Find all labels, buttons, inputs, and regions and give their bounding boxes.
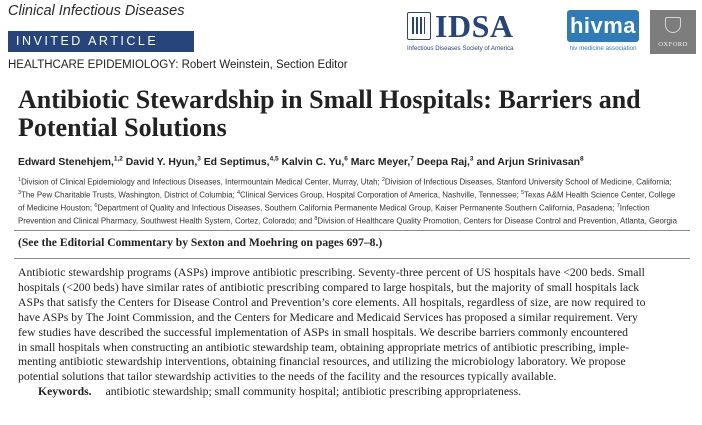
article-type-banner: INVITED ARTICLE xyxy=(8,31,194,52)
abstract-line: in small hospitals when constructing an antibiotic stewardship team, obtaining appropriate metrics of antibiotic prescribing, imple- xyxy=(18,340,630,354)
author[interactable]: Marc Meyer,$^7$ xyxy=(350,156,414,169)
author[interactable]: Ed Septimus,$^{4,5}$ xyxy=(203,156,279,169)
abstract-line: menting antibiotic stewardship interventions, obtaining financial resources, and utilizing the microbiology laboratory. We propose xyxy=(18,355,626,369)
idsa-logo[interactable] xyxy=(407,10,557,54)
author[interactable]: Deepa Raj,$^3$ xyxy=(416,156,474,169)
abstract-line: ASPs that satisfy the Centers for Disease Control and Prevention’s core elements. All hospitals, regardless of size, are now required to xyxy=(18,295,646,309)
journal-name: Clinical Infectious Diseases xyxy=(8,3,185,19)
abstract xyxy=(18,266,690,400)
hivma-logo-subtitle: hiv medicine association xyxy=(569,45,637,52)
section-editor-line: HEALTHCARE EPIDEMIOLOGY: Robert Weinstein, Section Editor xyxy=(8,59,348,71)
abstract-line: Antibiotic stewardship programs (ASPs) improve antibiotic prescribing. Seventy-three percent of US hospitals have <200 beds. Small xyxy=(18,266,645,279)
divider xyxy=(14,258,690,259)
author[interactable]: David Y. Hyun,$^3$ xyxy=(125,156,201,169)
author[interactable]: Edward Stenehjem,$^{1,2}$ xyxy=(18,156,123,169)
abstract-line: hospitals (<200 beds) have similar rates of antibiotic prescribing compared to large hospitals, but the majority of small hospitals lack xyxy=(18,280,640,294)
author[interactable]: Kalvin C. Yu,$^6$ xyxy=(281,156,348,169)
idsa-logo-text: IDSA xyxy=(435,8,514,44)
oxford-logo[interactable] xyxy=(650,10,696,54)
idsa-logo-subtitle: Infectious Diseases Society of America xyxy=(407,45,514,52)
editorial-commentary-note[interactable]: (See the Editorial Commentary by Sexton and Moehring on pages 697–8.) xyxy=(18,236,383,249)
keywords-line xyxy=(18,385,690,400)
title-line-1: Antibiotic Stewardship in Small Hospitals: Barriers and xyxy=(18,85,641,114)
hivma-logo-text: hivma xyxy=(567,10,639,42)
article-title xyxy=(18,86,678,142)
abstract-line: few studies have described the successful implementation of ASPs in small hospitals. We describe barriers commonly encountered xyxy=(18,325,629,339)
author-list xyxy=(18,156,688,168)
abstract-line: have ASPs by The Joint Commission, and the Centers for Medicare and Medicaid Services has proposed a similar requirement. Very xyxy=(18,310,638,324)
author[interactable]: and Arjun Srinivasan$^8$ xyxy=(476,156,584,169)
keywords-label: Keywords. xyxy=(38,385,92,399)
title-line-2: Potential Solutions xyxy=(18,113,227,142)
idsa-seal-icon xyxy=(407,12,431,40)
divider xyxy=(14,230,690,231)
affiliations: $^1$Division of Clinical Epidemiology and Infectious Diseases, Intermountain Medical Center, Murray, Utah; $^2$Division of Infectious Diseases, Stanford University School of Medicine, California; $^3$The Pew Charitable Trusts, Washington, District of Columbia; $^4$Clinical Services Group, Hospital Corporation of America, Nashville, Tennessee; $^5$Texas A&M Health Science Center, College of Medicine Houston; $^6$Department of Quality and Infectious Diseases, Southern California Permanente Medical Group, Kaiser Permanente Southern California, Pasadena; $^7$Infection Prevention and Clinical Pharmacy, Southwest Health System, Cortez, Colorado; and $^8$Division of Healthcare Quality Promotion, Centers for Disease Control and Prevention, Atlanta, Georgia xyxy=(18,177,678,226)
abstract-line: potential solutions that tailor stewardship activities to the needs of the facility and the resources typically available. xyxy=(18,370,557,384)
hivma-logo[interactable] xyxy=(567,10,639,54)
oxford-logo-text: OXFORD xyxy=(658,41,688,48)
oxford-crest-icon xyxy=(665,17,681,33)
keywords-text: antibiotic stewardship; small community hospital; antibiotic prescribing appropriateness. xyxy=(105,385,522,399)
